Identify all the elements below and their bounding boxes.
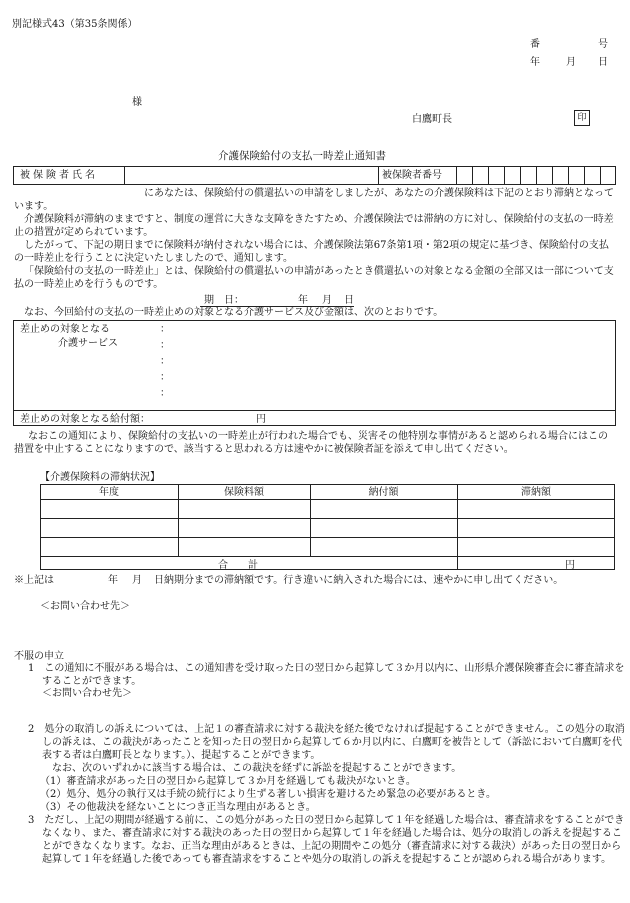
appeal-item-3: 3 ただし、上記の期間が経過する前に、この処分があった日の翌日から起算して１年を経過した場合は、審査請求をすることができなくなり、また、審査請求に対する裁決のあった日の翌日から起算して１年を経過した場合は、処分の取消しの訴えを提起することができなくなります。なお、正当な理由があるときは、上記の期間やこの処分（審査請求に対する裁決）があった日の翌日から起算して１年を経過した後であっても審査請求をすることや処分の取消しの訴えを提起することが認められる場合があります。	[28, 815, 625, 865]
deadline-day: 日	[344, 295, 354, 306]
suspend-amount-yen: 円	[256, 414, 266, 425]
insured-number-label: 被保険者番号	[382, 170, 442, 181]
appeal-item-2: 2 処分の取消しの訴えについては、上記１の審査請求に対する裁決を経た後でなければ提起することができません。この処分の取消しの訴えは、この裁決があったことを知った日の翌日から起算して６か月以内に、白鷹町を被告として（訴訟において白鷹町を代表する者は白鷹町長となります。）、提起することができます。	[28, 724, 625, 761]
deadline-year: 年	[298, 295, 308, 306]
date-year: 年	[530, 57, 540, 68]
colon-5: ：	[160, 388, 170, 399]
appeal-item-2b: なお、次のいずれかに該当する場合は、この裁決を経ずに訴訟を提起することができます。	[52, 763, 462, 774]
sender-name: 白鷹町長	[412, 114, 452, 125]
arrears-total-yen: 円	[565, 560, 575, 571]
deadline-label: 期 日：	[204, 295, 244, 306]
arrears-col-overdue: 滞納額	[521, 487, 551, 498]
colon-2: ：	[160, 340, 170, 351]
appeal-item-1: 1 この通知に不服がある場合は、この通知書を受け取った日の翌日から起算して３か月以内に、山形県介護保険審査会に審査請求をすることができます。	[28, 663, 625, 687]
appeal-sub-1: （1）審査請求があった日の翌日から起算して３か月を経過しても裁決がないとき。	[40, 776, 416, 787]
number-label: 番	[530, 39, 540, 50]
footnote-text-2: 日納期分までの滞納額です。行き違いに納入された場合には、速やかに申し出てください。	[154, 575, 564, 586]
footnote-year: 年	[108, 575, 118, 586]
body-paragraph-4: 「保険給付の支払の一時差止」とは、保険給付の償還払いの申請があったとき償還払いの対象となる金額の全部又は一部について支払の一時差止めを行うものです。	[14, 266, 614, 290]
body-paragraph-3: したがって、下記の期日までに保険料が納付されない場合には、介護保険法第67条第1項・第2項の規定に基づき、保険給付の支払の一時差止を行うことに決定いたしましたので、通知します。	[14, 240, 609, 264]
arrears-col-premium: 保険料額	[224, 487, 264, 498]
appeal-sub-3: （3）その他裁決を経ないことにつき正当な理由があるとき。	[40, 802, 316, 813]
date-day: 日	[598, 57, 608, 68]
footnote-text-1: ※上記は	[14, 575, 54, 586]
appeal-sub-2: （2）処分、処分の執行又は手続の続行により生ずる著しい損害を避けるため緊急の必要があるとき。	[40, 789, 496, 800]
suspend-target-label: 差止めの対象となる	[20, 324, 110, 335]
body-paragraph-1: にあなたは、保険給付の償還払いの申請をしましたが、あなたの介護保険料は下記のとおり滞納となっています。	[14, 188, 614, 212]
suspend-amount-label: 差止めの対象となる給付額：	[20, 414, 150, 425]
document-title: 介護保険給付の支払一時差止通知書	[218, 150, 386, 162]
body-paragraph-5: なお、今回給付の支払の一時差止めの対象となる介護サービス及び金額は、次のとおりです。	[24, 307, 444, 318]
colon-3: ：	[160, 356, 170, 367]
suspend-service-label: 介護サービス	[58, 338, 118, 349]
colon-1: ：	[160, 324, 170, 335]
appeal-contact: ＜お問い合わせ先＞	[42, 688, 132, 699]
notice-paragraph: なおこの通知により、保険給付の支払いの一時差止が行われた場合でも、災害その他特別な事情があると認められる場合にはこの措置を中止することになりますので、該当すると思われる方は速やかに被保険者証を添えて申し出てください。	[14, 431, 608, 455]
addressee-honorific: 様	[132, 97, 142, 108]
arrears-col-year: 年度	[99, 487, 119, 498]
deadline-month: 月	[322, 295, 332, 306]
insured-name-label: 被保険者氏名	[20, 170, 98, 181]
footnote-contact: ＜お問い合わせ先＞	[40, 601, 130, 612]
arrears-col-paid: 納付額	[368, 487, 399, 498]
arrears-caption: 【介護保険料の滞納状況】	[40, 472, 160, 483]
insured-row	[13, 166, 616, 185]
appeal-heading: 不服の申立	[14, 651, 64, 662]
seal-mark: 印	[574, 110, 590, 126]
body-paragraph-2: 介護保険料が滞納のままですと、制度の運営に大きな支障をきたすため、介護保険法では滞納の方に対し、保険給付の支払の一時差止の措置が定められています。	[14, 214, 614, 238]
colon-4: ：	[160, 372, 170, 383]
number-label-suffix: 号	[598, 39, 608, 50]
date-month: 月	[566, 57, 576, 68]
footnote-month: 月	[132, 575, 142, 586]
arrears-total-label: 合 計	[218, 560, 258, 571]
form-id: 別記様式43（第35条関係）	[12, 19, 138, 30]
